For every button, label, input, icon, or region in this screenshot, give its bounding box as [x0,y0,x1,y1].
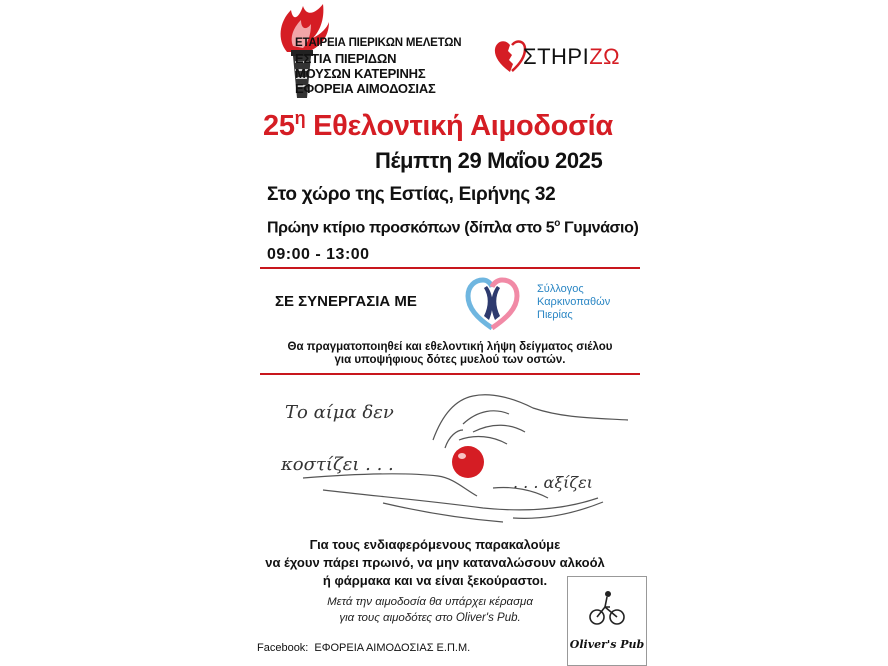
advice-line: ή φάρμακα και να είναι ξεκούραστοι. [322,573,548,588]
event-date: Πέμπτη 29 Μαΐου 2025 [375,148,603,173]
facebook-handle: ΕΦΟΡΕΙΑ ΑΙΜΟΔΟΣΙΑΣ Ε.Π.Μ. [314,642,471,654]
bicycle-rider-icon [588,589,626,627]
org-line: ΜΟΥΣΩΝ ΚΑΤΕΡΙΝΗΣ [295,66,426,81]
event-title: $25^\eta$ Εθελοντική Αιμοδοσία [263,108,613,142]
divider [260,373,640,375]
support-text: ΣΤΗΡΙΖΩ [523,44,621,69]
ribbon-heart-icon [465,276,520,336]
handwriting-text: Το αίμα δεν [285,402,394,423]
event-place: Στο χώρο της Εστίας, Ειρήνης 32 [267,184,556,205]
support-logo [493,38,633,78]
saliva-notice [265,341,635,367]
partner-name [537,283,647,322]
donor-advice [260,536,610,590]
notice-line: για υποψήφιους δότες μυελού των οστών. [334,354,566,366]
organization-name [295,36,485,96]
flyer [255,0,645,666]
note-line: Μετά την αιμοδοσία θα υπάρχει κέρασμα [327,596,533,608]
partner-name-line: Καρκινοπαθών [537,296,611,308]
refreshment-note [280,594,580,626]
divider [260,267,640,269]
event-time: 09:00 - 13:00 [267,246,370,263]
advice-line: να έχουν πάρει πρωινό, να μην καταναλώσουν αλκοόλ [265,555,605,570]
advice-line: Για τους ενδιαφερόμενους παρακαλούμε [309,537,561,552]
event-former-building: Πρώην κτίριο προσκόπων (δίπλα στο $5^o$ Γυμνάσιο) [267,218,639,237]
pub-name: Oliver's Pub [569,638,645,651]
org-line: ΕΦΟΡΕΙΑ ΑΙΜΟΔΟΣΙΑΣ [295,81,436,96]
partnership-label: ΣΕ ΣΥΝΕΡΓΑΣΙΑ ΜΕ [275,293,417,310]
hands-blood-drop-icon [263,378,638,528]
org-line: ΕΣΤΙΑ ΠΙΕΡΙΔΩΝ [295,51,397,66]
handwriting-text: κοστίζει . . . [281,454,394,475]
heart-icon [493,38,527,76]
pub-logo [567,576,647,666]
facebook-line [257,642,470,654]
org-line: ΕΤΑΙΡΕΙΑ ΠΙΕΡΙΚΩΝ ΜΕΛΕΤΩΝ [295,37,462,49]
partner-name-line: Πιερίας [537,309,573,321]
handwriting-text: . . . αξίζει [513,473,593,492]
facebook-label: Facebook: [257,642,309,654]
note-line: για τους αιμοδότες στο Oliver's Pub. [339,612,521,624]
partner-name-line: Σύλλογος [537,283,584,295]
notice-line: Θα πραγματοποιηθεί και εθελοντική λήψη δείγματος σιέλου [287,341,613,353]
